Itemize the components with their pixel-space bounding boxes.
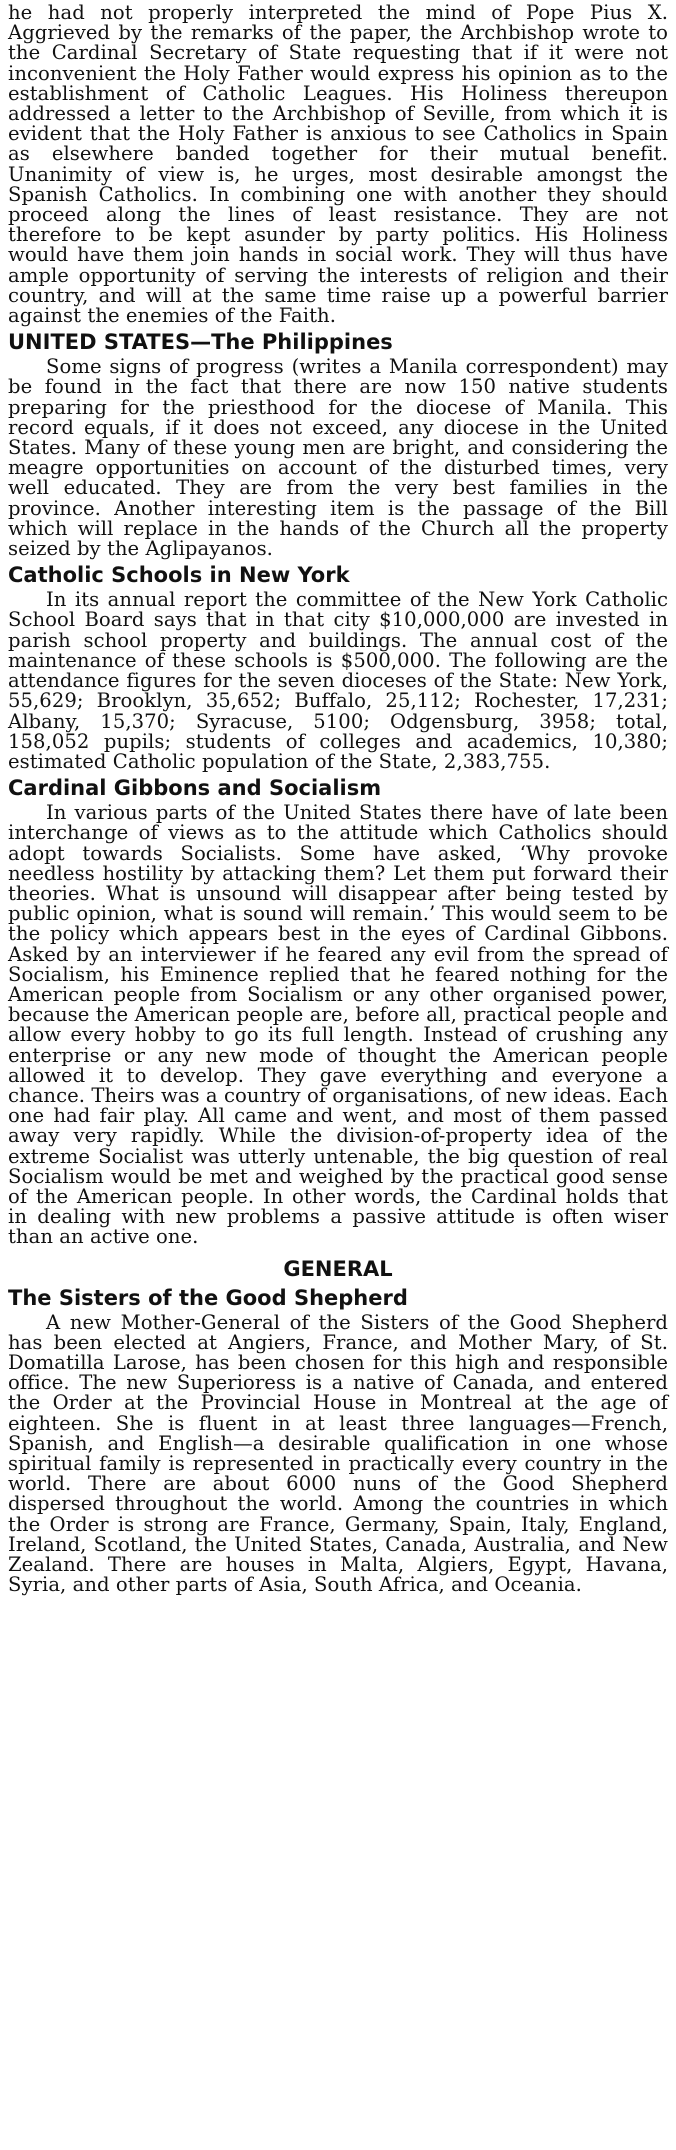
general-heading: GENERAL [283,1256,393,1281]
section-body-gibbons-socialism: In various parts of the United States there have of late been interchange of views as to the attitude which Catholics should adopt towards Socialists. Some have asked, ‘Why provoke needless hostility by attacking them? Let them put forward their theories. What is unsound will disappear after being tested by public opinion, what is sound will remain.’ This would seem to be the policy which appears best in the eyes of Cardinal Gibbons. Asked by an interviewer if he feared any evil from the spread of Socialism, his Eminence replied that he feared nothing for the American people from Socialism or any other organised power, because the American people are, before all, practical people and allow every hobby to go its full length. Instead of crushing any enterprise or any new mode of thought the American people allowed it to develop. They gave everything and everyone a chance. Theirs was a country of organisations, of new ideas. Each one had fair play. All came and went, and most of them passed away very rapidly. While the division-of-property idea of the extreme Socialist was utterly untenable, the big question of real Socialism would be met and weighed by the practical good sense of the American people. In other words, the Cardinal holds that in dealing with new problems a passive attitude is often wiser than an active one. [8,801,668,1249]
section-heading-new-york-schools: Catholic Schools in New York [8,563,350,588]
article-intro-paragraph: he had not properly interpreted the mind of Pope Pius X. Aggrieved by the remarks of the paper, the Archbishop wrote to the Cardinal Secretary of State requesting that if it were not inconvenient the Holy Father would express his opinion as to the establishment of Catholic Leagues. His Holiness thereupon addressed a letter to the Archbishop of Seville, from which it is evident that the Holy Father is anxious to see Catholics in Spain as elsewhere banded together for their mutual benefit. Unanimity of view is, he urges, most desirable amongst the Spanish Catholics. In combining one with another they should proceed along the lines of least resistance. They are not therefore to be kept asunder by party politics. His Holiness would have them join hands in social work. They will thus have ample opportunity of serving the interests of religion and their country, and will at the same time raise up a powerful barrier against the enemies of the Faith. [8,1,668,328]
section-heading-philippines: UNITED STATES—The Philippines [8,330,393,355]
section-body-good-shepherd: A new Mother-General of the Sisters of the Good Shepherd has been elected at Angiers, France, and Mother Mary, of St. Domatilla Larose, has been chosen for this high and responsible office. The new Superioress is a native of Canada, and entered the Order at the Provincial House in Montreal at the age of eighteen. She is fluent in at least three languages—French, Spanish, and English—a desirable qualification in one whose spiritual family is represented in practically every country in the world. There are about 6000 nuns of the Good Shepherd dispersed throughout the world. Among the countries in which the Order is strong are France, Germany, Spain, Italy, England, Ireland, Scotland, the United States, Canada, Australia, and New Zealand. There are houses in Malta, Algiers, Egypt, Havana, Syria, and other parts of Asia, South Africa, and Oceania. [8,1310,668,1597]
section-body-new-york-schools: In its annual report the committee of the New York Catholic School Board says that in that city $10,000,000 are invested in parish school property and buildings. The annual cost of the maintenance of these schools is $500,000. The following are the attendance figures for the seven dioceses of the State: New York, 55,629; Brooklyn, 35,652; Buffalo, 25,112; Rochester, 17,231; Albany, 15,370; Syracuse, 5100; Odgensburg, 3958; total, 158,052 pupils; students of colleges and academics, 10,380; estimated Catholic population of the State, 2,383,755. [8,588,668,773]
section-heading-good-shepherd: The Sisters of the Good Shepherd [8,1285,408,1310]
section-body-philippines: Some signs of progress (writes a Manila correspondent) may be found in the fact that there are now 150 native students preparing for the priesthood for the diocese of Manila. This record equals, if it does not exceed, any diocese in the United States. Many of these young men are bright, and considering the meagre opportunities on account of the disturbed times, very well educated. They are from the very best families in the province. Another interesting item is the passage of the Bill which will replace in the hands of the Church all the property seized by the Aglipayanos. [8,355,668,561]
section-heading-gibbons-socialism: Cardinal Gibbons and Socialism [8,776,382,801]
